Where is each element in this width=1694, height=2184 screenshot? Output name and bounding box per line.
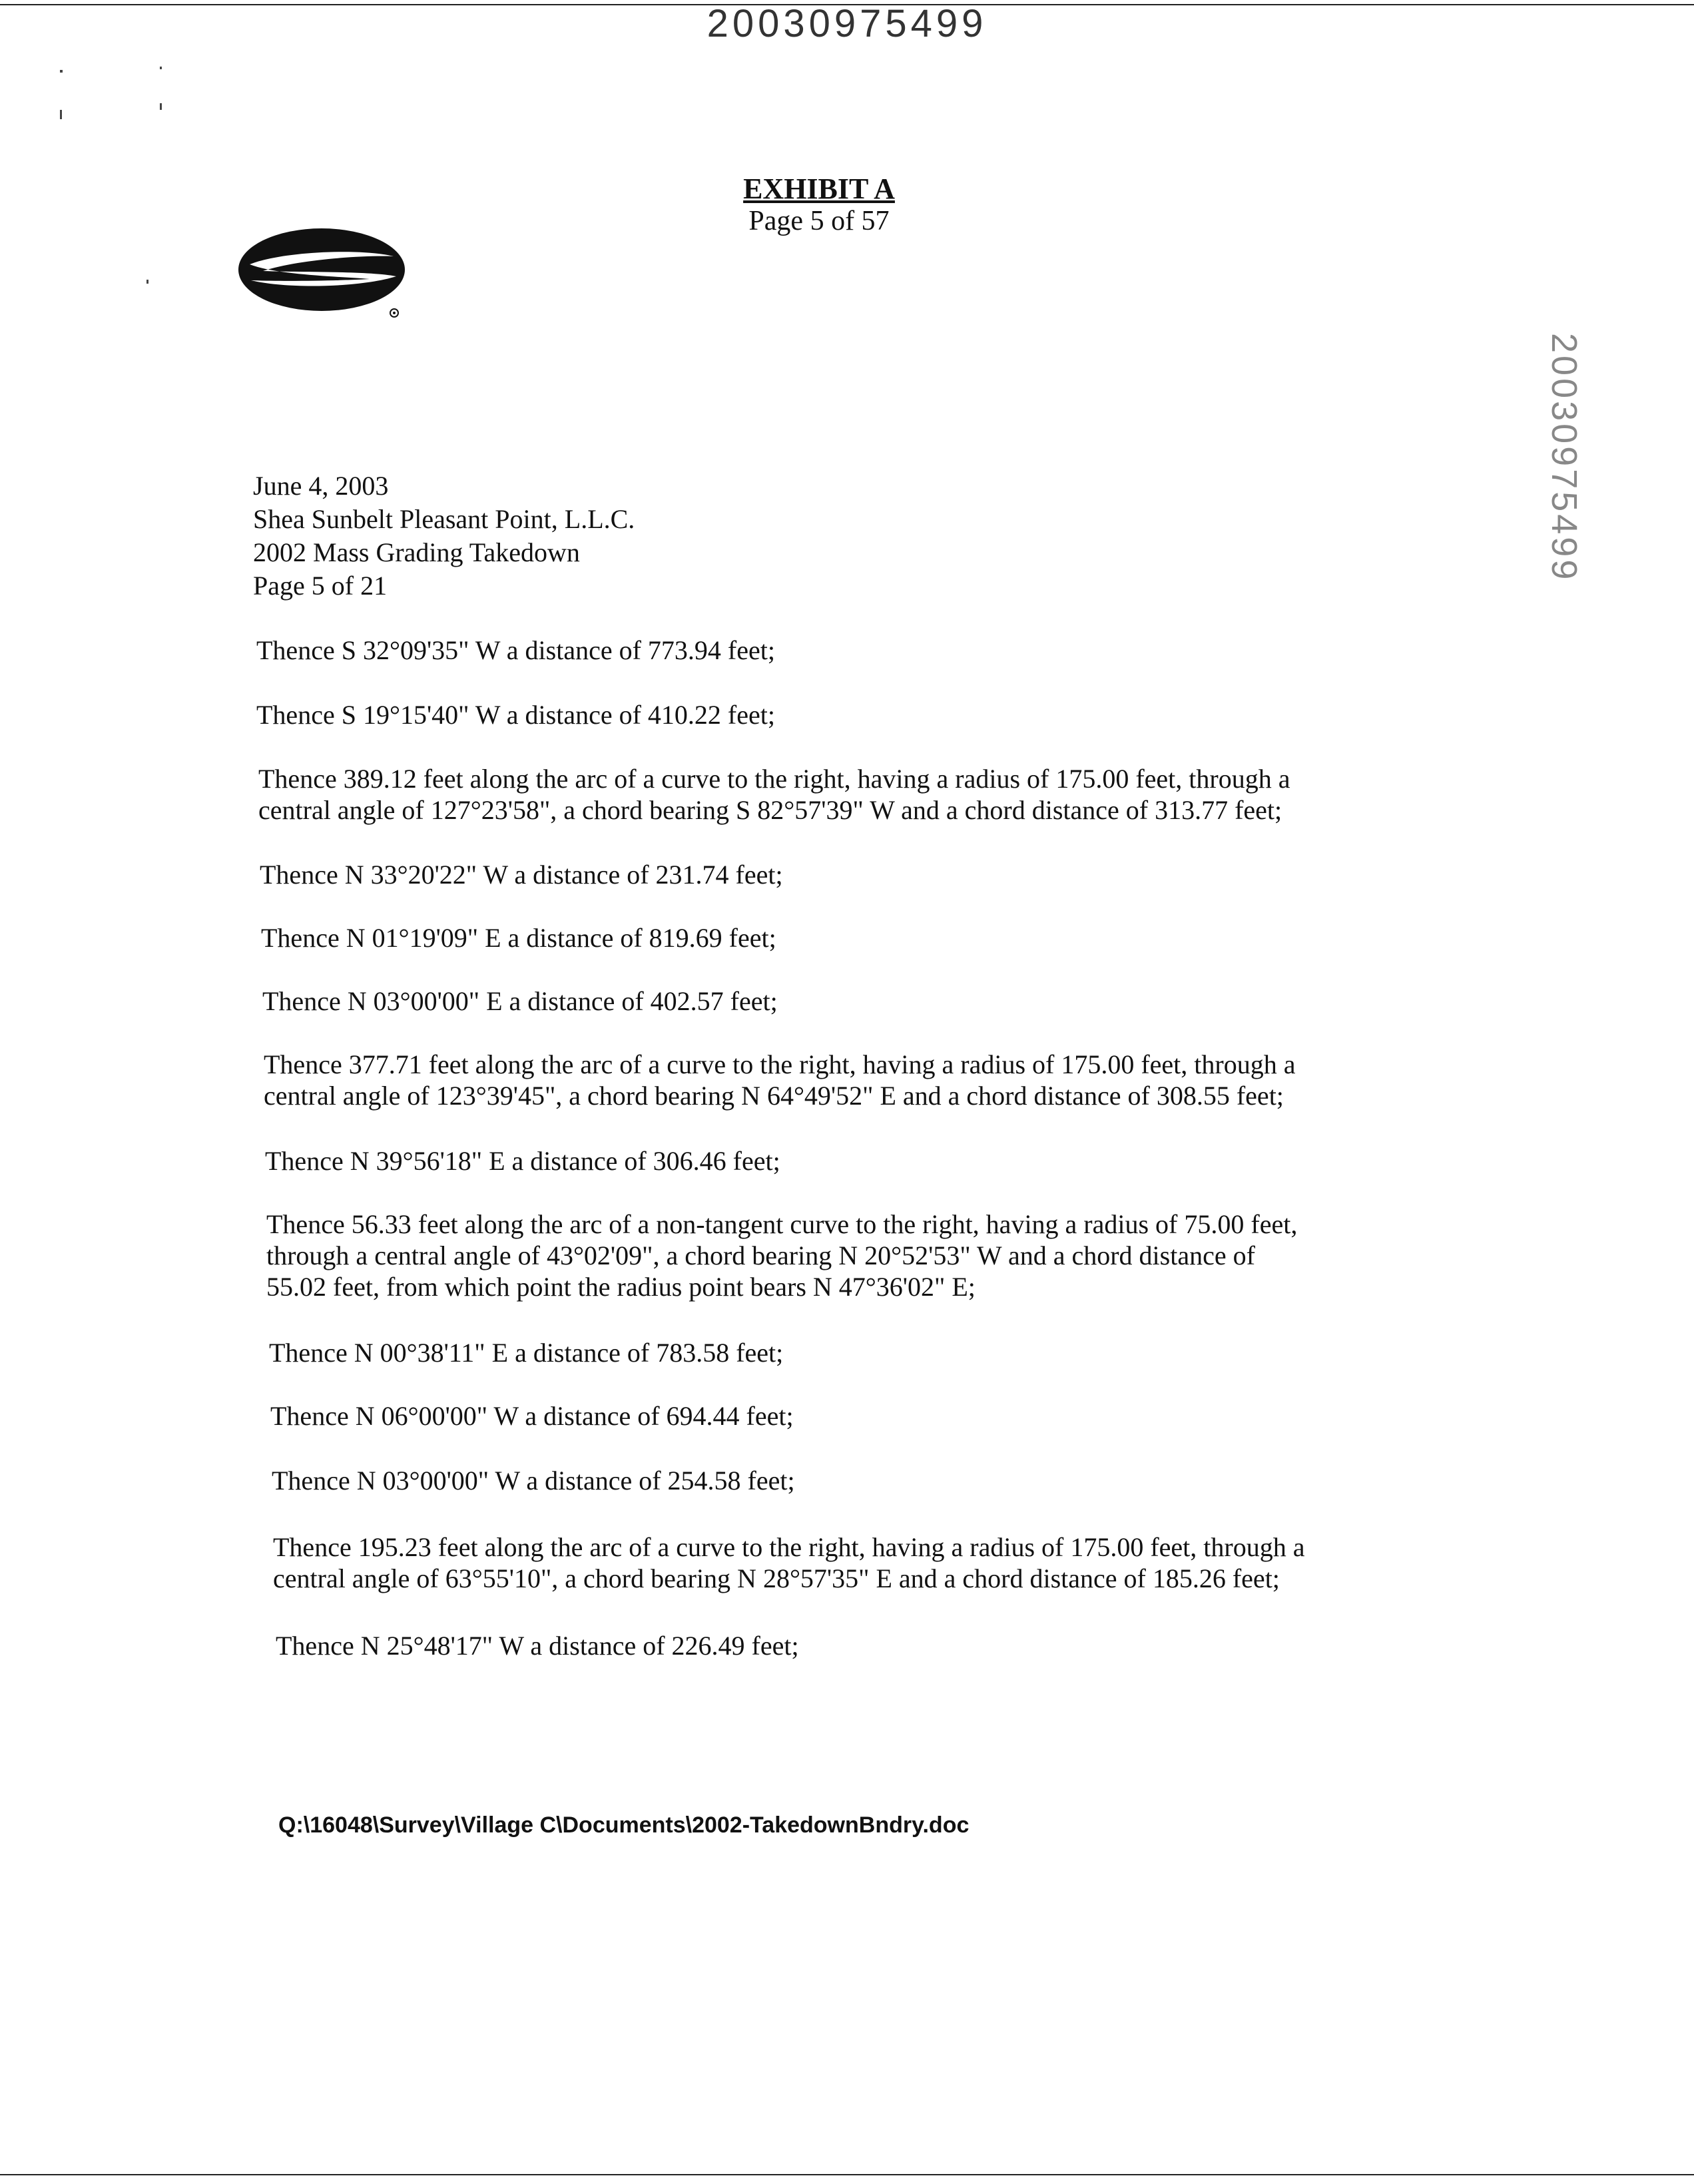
paragraph-line: central angle of 123°39'45", a chord bearing N 64°49'52" E and a chord distance of 308.55 feet;	[264, 1081, 1284, 1111]
paragraph-line: 55.02 feet, from which point the radius point bears N 47°36'02" E;	[266, 1272, 976, 1302]
legal-description-paragraph	[261, 922, 776, 954]
paragraph-line: Thence S 19°15'40" W a distance of 410.22 feet;	[256, 700, 775, 730]
legal-description-paragraph	[266, 1209, 1297, 1302]
paragraph-line: Thence 377.71 feet along the arc of a curve to the right, having a radius of 175.00 feet, through a	[264, 1049, 1296, 1079]
paragraph-line: Thence N 01°19'09" E a distance of 819.69 feet;	[261, 923, 776, 953]
scan-speck	[60, 110, 62, 119]
paragraph-line: Thence N 25°48'17" W a distance of 226.49 feet;	[276, 1631, 799, 1661]
bottom-border-line	[0, 2174, 1694, 2175]
document-number: 20030975499	[706, 2, 988, 45]
paragraph-line: central angle of 63°55'10", a chord bearing N 28°57'35" E and a chord distance of 185.26 feet;	[273, 1563, 1280, 1593]
legal-description-paragraph	[265, 1145, 780, 1177]
scan-speck	[60, 70, 63, 73]
paragraph-line: Thence 195.23 feet along the arc of a curve to the right, having a radius of 175.00 feet, through a	[273, 1532, 1305, 1562]
exhibit-page-number: Page 5 of 57	[748, 206, 890, 236]
scan-speck	[146, 280, 148, 284]
paragraph-line: Thence 56.33 feet along the arc of a non-tangent curve to the right, having a radius of 75.00 feet,	[266, 1209, 1298, 1239]
header-date: June 4, 2003	[253, 471, 389, 501]
scan-speck	[160, 67, 162, 69]
header-page: Page 5 of 21	[253, 571, 388, 601]
side-document-stamp: 20030975499	[1544, 333, 1584, 583]
scan-speck	[160, 103, 162, 110]
paragraph-line: Thence S 32°09'35" W a distance of 773.94 feet;	[256, 635, 775, 665]
legal-description-paragraph	[269, 1337, 783, 1368]
legal-description-paragraph	[256, 635, 775, 666]
paragraph-line: central angle of 127°23'58", a chord bearing S 82°57'39" W and a chord distance of 313.77 feet;	[258, 795, 1282, 825]
paragraph-line: through a central angle of 43°02'09", a chord bearing N 20°52'53" W and a chord distance of	[266, 1240, 1255, 1270]
legal-description-paragraph	[272, 1465, 795, 1496]
paragraph-line: Thence N 33°20'22" W a distance of 231.74 feet;	[260, 860, 783, 890]
file-path-footer: Q:\16048\Survey\Village C\Documents\2002-TakedownBndry.doc	[278, 1812, 970, 1838]
paragraph-line: Thence N 39°56'18" E a distance of 306.46 feet;	[265, 1146, 780, 1176]
legal-description-paragraph	[264, 1049, 1295, 1111]
legal-description-paragraph	[258, 763, 1290, 826]
legal-description-paragraph	[273, 1531, 1304, 1594]
exhibit-title: EXHIBIT A	[743, 172, 895, 205]
header-company: Shea Sunbelt Pleasant Point, L.L.C.	[253, 504, 635, 534]
paragraph-line: Thence N 03°00'00" E a distance of 402.57 feet;	[262, 986, 778, 1016]
paragraph-line: Thence N 00°38'11" E a distance of 783.58 feet;	[269, 1338, 784, 1368]
legal-description-paragraph	[270, 1400, 794, 1432]
paragraph-line: Thence 389.12 feet along the arc of a curve to the right, having a radius of 175.00 feet, through a	[258, 764, 1290, 794]
header-project: 2002 Mass Grading Takedown	[253, 537, 580, 567]
paragraph-line: Thence N 06°00'00" W a distance of 694.44 feet;	[270, 1401, 794, 1431]
legal-description-paragraph	[260, 859, 783, 890]
legal-description-paragraph	[256, 699, 775, 730]
letter-header	[253, 469, 635, 603]
legal-description-paragraph	[276, 1630, 799, 1661]
legal-description-paragraph	[262, 985, 778, 1017]
paragraph-line: Thence N 03°00'00" W a distance of 254.58 feet;	[272, 1466, 795, 1496]
shea-logo-icon	[236, 223, 416, 323]
